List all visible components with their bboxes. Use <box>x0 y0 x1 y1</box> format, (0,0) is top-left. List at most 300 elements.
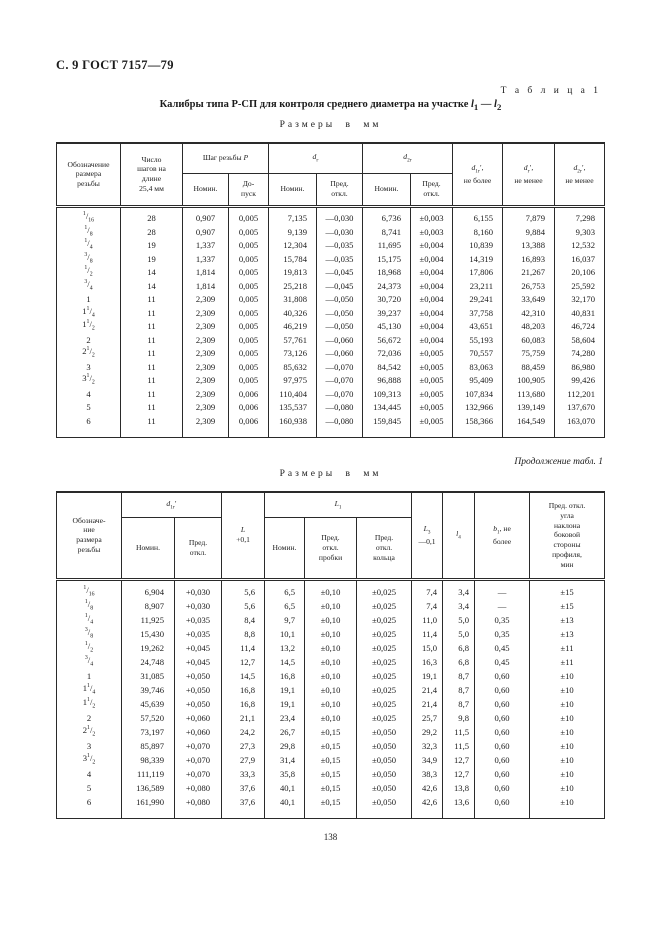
table-cell: 135,537 <box>269 401 317 415</box>
table-cell: 112,201 <box>555 387 605 401</box>
table-cell: 18,968 <box>363 266 411 280</box>
table-cell: 46,724 <box>555 320 605 334</box>
table-cell: 45,130 <box>363 320 411 334</box>
col-pitch-tolerance: До- пуск <box>229 173 269 206</box>
table-cell: $1^1/_2$ <box>57 320 121 334</box>
table-cell: 15,430 <box>122 627 175 641</box>
table-cell: 12,304 <box>269 239 317 253</box>
table-cell: 86,980 <box>555 360 605 374</box>
table-cell: ±0,025 <box>357 683 412 697</box>
table-cell: 0,005 <box>229 279 269 293</box>
table-cell: —0,070 <box>317 360 363 374</box>
col-d2-min: $d_{2г}'$, не менее <box>555 143 605 206</box>
table-cell: 2,309 <box>183 293 229 307</box>
table-cell: ±0,050 <box>357 725 412 739</box>
table-cell: 11 <box>121 333 183 347</box>
table-cell: 7,4 <box>412 580 443 600</box>
table-cell: 8,4 <box>222 613 265 627</box>
table-cell: —0,070 <box>317 387 363 401</box>
table-row <box>57 206 605 225</box>
table-cell: 8,7 <box>443 669 475 683</box>
table-cell: 16,893 <box>503 252 555 266</box>
table-cell: ±0,10 <box>305 669 357 683</box>
table-cell: 12,7 <box>443 753 475 767</box>
table-cell: ±0,050 <box>357 753 412 767</box>
table-cell: 11 <box>121 360 183 374</box>
table-row <box>57 239 605 253</box>
table-cell: +0,030 <box>175 580 222 600</box>
col-L1-dev-ring: Пред. откл. кольца <box>357 518 412 580</box>
table-cell: ±0,025 <box>357 627 412 641</box>
table-cell: 9,7 <box>265 613 305 627</box>
table-cell: ±0,004 <box>411 266 453 280</box>
table-cell: 14,5 <box>265 655 305 669</box>
table-cell: ±0,10 <box>305 697 357 711</box>
table-row <box>57 669 605 683</box>
table-cell: 27,9 <box>222 753 265 767</box>
table-cell: 16,3 <box>412 655 443 669</box>
table-cell: ±0,005 <box>411 347 453 361</box>
table-cell: ±11 <box>530 655 605 669</box>
table-cell: 11,5 <box>443 739 475 753</box>
table-cell: 14,5 <box>222 669 265 683</box>
table-cell: $3^1/_2$ <box>57 374 121 388</box>
table-cell: —0,045 <box>317 279 363 293</box>
table-cell: 25,592 <box>555 279 605 293</box>
table-cell: 5 <box>57 781 122 795</box>
table-cell: ±10 <box>530 711 605 725</box>
table-cell: 0,907 <box>183 225 229 239</box>
col-d1-max: $d_{1г}'$, не более <box>453 143 503 206</box>
table-row <box>57 795 605 819</box>
table-cell: 19,262 <box>122 641 175 655</box>
table-cell: 100,905 <box>503 374 555 388</box>
table-cell: 55,193 <box>453 333 503 347</box>
col-d-deviation: Пред. откл. <box>317 173 363 206</box>
table-cell: 11,925 <box>122 613 175 627</box>
table-cell: 1 <box>57 293 121 307</box>
table-row <box>57 599 605 613</box>
table-row <box>57 293 605 307</box>
table-cell: 14,319 <box>453 252 503 266</box>
table-cell: +0,050 <box>175 669 222 683</box>
table-cell: 20,106 <box>555 266 605 280</box>
table-cell: 57,761 <box>269 333 317 347</box>
table-row <box>57 360 605 374</box>
table-cell: 43,651 <box>453 320 503 334</box>
table-cell: 111,119 <box>122 767 175 781</box>
colgroup-d: $d_г$ <box>269 143 363 173</box>
table-cell: 15,784 <box>269 252 317 266</box>
table-cell: ±0,10 <box>305 627 357 641</box>
table-cell: 2,309 <box>183 347 229 361</box>
table-cell: 21,267 <box>503 266 555 280</box>
colgroup-L1: $L_1$ <box>265 492 412 518</box>
table-row <box>57 320 605 334</box>
table-label: Т а б л и ц а 1 <box>500 86 601 96</box>
table-row <box>57 725 605 739</box>
table-cell: 16,8 <box>265 669 305 683</box>
table-cell: ±0,025 <box>357 599 412 613</box>
table-cell: 0,45 <box>475 655 530 669</box>
table-row <box>57 347 605 361</box>
col-L1-nominal: Номин. <box>265 518 305 580</box>
table-cell: 2,309 <box>183 320 229 334</box>
colgroup-pitch: Шаг резьбы P <box>183 143 269 173</box>
table-cell: 1 <box>57 669 122 683</box>
table-cell: ±0,050 <box>357 795 412 819</box>
table-row <box>57 580 605 600</box>
table-cell: +0,050 <box>175 683 222 697</box>
table-cell: 12,7 <box>222 655 265 669</box>
table-cell: ±0,005 <box>411 387 453 401</box>
table-cell: 0,005 <box>229 320 269 334</box>
table-cell: 110,404 <box>269 387 317 401</box>
table-cell: 0,005 <box>229 360 269 374</box>
table-cell: 14 <box>121 279 183 293</box>
table-cell: 40,326 <box>269 306 317 320</box>
table-cell: 11 <box>121 414 183 437</box>
table-cell: +0,070 <box>175 753 222 767</box>
table-cell: 95,409 <box>453 374 503 388</box>
table-cell: +0,080 <box>175 795 222 819</box>
table-cell: $^1/_2$ <box>57 266 121 280</box>
table1-header <box>57 143 605 206</box>
table-cell: 19,1 <box>412 669 443 683</box>
col-d1-nominal: Номин. <box>122 518 175 580</box>
table-cell: ±10 <box>530 767 605 781</box>
table-row <box>57 711 605 725</box>
table-cell: 3,4 <box>443 580 475 600</box>
table-cell: 11,5 <box>443 725 475 739</box>
table-cell: 137,670 <box>555 401 605 415</box>
table-cell: 7,879 <box>503 206 555 225</box>
table-cell: 5,0 <box>443 613 475 627</box>
table-cell: 0,006 <box>229 387 269 401</box>
table-cell: ±10 <box>530 725 605 739</box>
table-cell: ±0,050 <box>357 739 412 753</box>
table-cell: 11,4 <box>412 627 443 641</box>
table-cell: 27,3 <box>222 739 265 753</box>
table-cell: ±0,10 <box>305 641 357 655</box>
table-cell: 73,126 <box>269 347 317 361</box>
table-cell: +0,060 <box>175 725 222 739</box>
table-row <box>57 739 605 753</box>
table2-body <box>57 580 605 819</box>
table-cell: ±0,025 <box>357 711 412 725</box>
table-cell: 0,60 <box>475 739 530 753</box>
table-cell: $1^1/_4$ <box>57 306 121 320</box>
table-cell: 25,218 <box>269 279 317 293</box>
table-cell: 0,60 <box>475 697 530 711</box>
table-cell: 8,7 <box>443 697 475 711</box>
table-cell: ±0,004 <box>411 239 453 253</box>
table-row <box>57 697 605 711</box>
table-cell: 39,237 <box>363 306 411 320</box>
table-cell: 3 <box>57 739 122 753</box>
table-cell: ±0,004 <box>411 306 453 320</box>
table-cell: 0,006 <box>229 401 269 415</box>
table-cell: $^3/_4$ <box>57 279 121 293</box>
units-note-2: Размеры в мм <box>279 468 382 479</box>
table-cell: 38,3 <box>412 767 443 781</box>
table-cell: 26,753 <box>503 279 555 293</box>
table-cell: ±0,025 <box>357 669 412 683</box>
table-cell: 5,0 <box>443 627 475 641</box>
table-cell: ±0,005 <box>411 414 453 437</box>
table-cell: —0,080 <box>317 401 363 415</box>
table-cell: ±0,10 <box>305 711 357 725</box>
table-cell: ±0,15 <box>305 753 357 767</box>
table-cell: ±0,004 <box>411 293 453 307</box>
table-cell: 57,520 <box>122 711 175 725</box>
table-cell: 134,445 <box>363 401 411 415</box>
table-cell: 11 <box>121 401 183 415</box>
table-cell: 34,9 <box>412 753 443 767</box>
table-cell: 9,8 <box>443 711 475 725</box>
table-cell: 30,720 <box>363 293 411 307</box>
table-cell: 163,070 <box>555 414 605 437</box>
table-cell: —0,030 <box>317 225 363 239</box>
table-row <box>57 266 605 280</box>
table-cell: — <box>475 580 530 600</box>
table-cell: 9,139 <box>269 225 317 239</box>
table-cell: ±0,025 <box>357 655 412 669</box>
table-cell: 13,6 <box>443 795 475 819</box>
table-cell: —0,060 <box>317 347 363 361</box>
table-cell: 19 <box>121 252 183 266</box>
table-cell: $^1/_8$ <box>57 225 121 239</box>
table-cell: ±0,10 <box>305 683 357 697</box>
table-cell: 2,309 <box>183 333 229 347</box>
table-cell: ±0,10 <box>305 613 357 627</box>
table-cell: ±0,025 <box>357 641 412 655</box>
table-row <box>57 655 605 669</box>
table-cell: 28 <box>121 225 183 239</box>
table2-header <box>57 492 605 580</box>
table-cell: 164,549 <box>503 414 555 437</box>
table-cell: 12,7 <box>443 767 475 781</box>
table-cell: 75,759 <box>503 347 555 361</box>
table-cell: ±10 <box>530 669 605 683</box>
table-cell: 40,1 <box>265 795 305 819</box>
table-cell: ±10 <box>530 781 605 795</box>
table-cell: 8,907 <box>122 599 175 613</box>
table-cell: 37,758 <box>453 306 503 320</box>
table-cell: 21,4 <box>412 683 443 697</box>
table-cell: —0,035 <box>317 239 363 253</box>
table-cell: 35,8 <box>265 767 305 781</box>
table-cell: $1^1/_4$ <box>57 683 122 697</box>
table-cell: —0,070 <box>317 374 363 388</box>
table-cell: 21,4 <box>412 697 443 711</box>
table-cell: 2 <box>57 333 121 347</box>
table-cell: $^1/_8$ <box>57 599 122 613</box>
table-cell: 0,60 <box>475 753 530 767</box>
table-cell: ±0,15 <box>305 739 357 753</box>
table-cell: 3 <box>57 360 121 374</box>
table-row <box>57 401 605 415</box>
table-cell: 4 <box>57 387 121 401</box>
table-row <box>57 627 605 641</box>
table-cell: 161,990 <box>122 795 175 819</box>
table-cell: ±0,050 <box>357 767 412 781</box>
table-cell: 73,197 <box>122 725 175 739</box>
table-cell: 6,904 <box>122 580 175 600</box>
table-cell: 11 <box>121 347 183 361</box>
table-cell: 23,4 <box>265 711 305 725</box>
table-cell: 0,907 <box>183 206 229 225</box>
table-cell: 33,649 <box>503 293 555 307</box>
table-cell: 9,303 <box>555 225 605 239</box>
table-cell: ±0,004 <box>411 320 453 334</box>
table-cell: ±0,004 <box>411 279 453 293</box>
doc-header: С. 9 ГОСТ 7157—79 <box>56 58 174 72</box>
table-cell: ±0,10 <box>305 599 357 613</box>
table-cell: 8,741 <box>363 225 411 239</box>
table-cell: 40,831 <box>555 306 605 320</box>
table-cell: 10,839 <box>453 239 503 253</box>
table-cell: 132,966 <box>453 401 503 415</box>
document-page <box>56 0 605 842</box>
table-cell: 19,1 <box>265 697 305 711</box>
table-cell: 0,35 <box>475 627 530 641</box>
table-cell: 32,170 <box>555 293 605 307</box>
table-row <box>57 387 605 401</box>
table-cell: 113,680 <box>503 387 555 401</box>
units-note: Размеры в мм <box>279 120 382 131</box>
table-cell: 0,005 <box>229 239 269 253</box>
table-cell: $^3/_8$ <box>57 252 121 266</box>
table-cell: 4 <box>57 767 122 781</box>
table-cell: 29,241 <box>453 293 503 307</box>
table-cell: —0,050 <box>317 320 363 334</box>
table-cell: 0,005 <box>229 306 269 320</box>
table-cell: ±0,10 <box>305 655 357 669</box>
table-cell: —0,035 <box>317 252 363 266</box>
table-cell: 85,632 <box>269 360 317 374</box>
table-cell: —0,030 <box>317 206 363 225</box>
col-d-nominal: Номин. <box>269 173 317 206</box>
table-cell: 11 <box>121 306 183 320</box>
table-cell: 0,006 <box>229 414 269 437</box>
table-cell: 8,8 <box>222 627 265 641</box>
table-cell: 5 <box>57 401 121 415</box>
table-cell: +0,070 <box>175 739 222 753</box>
table1-body <box>57 206 605 437</box>
table-cell: 6,8 <box>443 641 475 655</box>
table-cell: +0,035 <box>175 613 222 627</box>
table-cell: ±0,005 <box>411 360 453 374</box>
table-cell: 70,557 <box>453 347 503 361</box>
table-cell: 97,975 <box>269 374 317 388</box>
table-cell: 2,309 <box>183 306 229 320</box>
table-cell: ±0,10 <box>305 580 357 600</box>
table-cell: 28 <box>121 206 183 225</box>
table-cell: +0,030 <box>175 599 222 613</box>
table-cell: 29,2 <box>412 725 443 739</box>
table-cell: 13,388 <box>503 239 555 253</box>
table-cell: 139,149 <box>503 401 555 415</box>
table-cell: —0,050 <box>317 293 363 307</box>
table-cell: —0,080 <box>317 414 363 437</box>
table-cell: 0,005 <box>229 347 269 361</box>
table-cell: ±0,050 <box>357 781 412 795</box>
table-cell: 11,0 <box>412 613 443 627</box>
table-cell: 0,60 <box>475 669 530 683</box>
table-cell: 0,60 <box>475 795 530 819</box>
col-L3: $L_3$ —0,1 <box>412 492 443 580</box>
table-row <box>57 753 605 767</box>
page-number: 138 <box>323 832 338 843</box>
table-cell: 13,2 <box>265 641 305 655</box>
table-cell: 88,459 <box>503 360 555 374</box>
table-cell: 99,426 <box>555 374 605 388</box>
table-cell: 6 <box>57 795 122 819</box>
table-cell: 11 <box>121 320 183 334</box>
table-cell: —0,045 <box>317 266 363 280</box>
table-cell: +0,050 <box>175 697 222 711</box>
table-cell: 24,2 <box>222 725 265 739</box>
table-cell: —0,050 <box>317 306 363 320</box>
table-cell: ±11 <box>530 641 605 655</box>
table-cell: 1,814 <box>183 266 229 280</box>
table-cell: ±0,005 <box>411 374 453 388</box>
col-steps-per-inch: Число шагов на длине 25,4 мм <box>121 143 183 206</box>
table1-gauges-diameters <box>56 142 605 438</box>
table-cell: 85,897 <box>122 739 175 753</box>
table-cell: 19 <box>121 239 183 253</box>
table-cell: 42,6 <box>412 795 443 819</box>
table-cell: 37,6 <box>222 795 265 819</box>
table-cell: 14 <box>121 266 183 280</box>
table-cell: $2^1/_2$ <box>57 725 122 739</box>
col-angle-deviation: Пред. откл. угла наклона боковой стороны профиля, мин <box>530 492 605 580</box>
table-cell: 10,1 <box>265 627 305 641</box>
table-cell: 74,280 <box>555 347 605 361</box>
table-cell: 2,309 <box>183 374 229 388</box>
table-cell: +0,060 <box>175 711 222 725</box>
table-cell: 7,298 <box>555 206 605 225</box>
table-cell: 11 <box>121 374 183 388</box>
table-cell: 6,736 <box>363 206 411 225</box>
table-cell: 136,589 <box>122 781 175 795</box>
col-b1-max: $b_1$, не более <box>475 492 530 580</box>
table-cell: 159,845 <box>363 414 411 437</box>
table-cell: 16,8 <box>222 697 265 711</box>
table-cell: 72,036 <box>363 347 411 361</box>
table-cell: 0,005 <box>229 266 269 280</box>
table-cell: ±0,15 <box>305 767 357 781</box>
table-cell: 39,746 <box>122 683 175 697</box>
table-row <box>57 414 605 437</box>
table-cell: 6,8 <box>443 655 475 669</box>
table-cell: 0,60 <box>475 683 530 697</box>
table-cell: $^1/_{16}$ <box>57 206 121 225</box>
col-l4: $l_4$ <box>443 492 475 580</box>
table-cell: 0,60 <box>475 767 530 781</box>
col-d2-deviation: Пред. откл. <box>411 173 453 206</box>
table-cell: 16,8 <box>222 683 265 697</box>
table-cell: 45,639 <box>122 697 175 711</box>
table-cell: 7,4 <box>412 599 443 613</box>
col-designation: Обозначе- ние размера резьбы <box>57 492 122 580</box>
table-cell: 24,748 <box>122 655 175 669</box>
table-cell: $2^1/_2$ <box>57 347 121 361</box>
table-cell: 16,037 <box>555 252 605 266</box>
table-cell: +0,035 <box>175 627 222 641</box>
table-cell: 40,1 <box>265 781 305 795</box>
